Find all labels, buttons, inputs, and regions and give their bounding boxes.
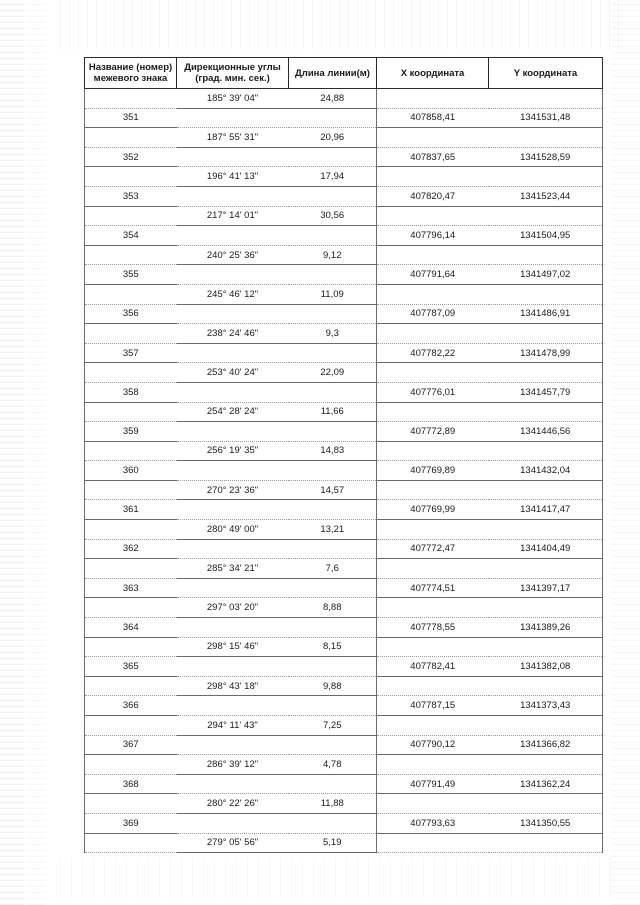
scan-noise <box>612 0 640 905</box>
table-row-line <box>85 520 603 540</box>
table-header-row <box>85 58 603 89</box>
y-coordinate-cell: 1341528,59 <box>489 147 603 167</box>
x-coordinate-cell: 407858,41 <box>377 108 489 128</box>
bearing-angle-cell <box>177 265 289 285</box>
y-coordinate-cell <box>489 441 603 461</box>
table-row-line <box>85 441 603 461</box>
line-length-cell <box>289 774 377 794</box>
x-coordinate-cell: 407787,09 <box>377 304 489 324</box>
y-coordinate-cell <box>489 402 603 422</box>
y-coordinate-cell <box>489 363 603 383</box>
x-coordinate-cell: 407772,47 <box>377 539 489 559</box>
bearing-angle-cell <box>177 422 289 442</box>
table-row-point <box>85 461 603 481</box>
x-coordinate-cell: 407791,49 <box>377 774 489 794</box>
line-length-cell <box>289 304 377 324</box>
y-coordinate-cell: 1341366,82 <box>489 735 603 755</box>
line-length-cell <box>289 147 377 167</box>
x-coordinate-cell <box>377 520 489 540</box>
line-length-cell <box>289 226 377 246</box>
bearing-angle-cell <box>177 813 289 833</box>
marker-name-cell <box>85 559 177 579</box>
y-coordinate-cell: 1341478,99 <box>489 343 603 363</box>
line-length-cell: 7,6 <box>289 559 377 579</box>
x-coordinate-cell: 407778,55 <box>377 618 489 638</box>
marker-name-cell: 356 <box>85 304 177 324</box>
bearing-angle-cell: 280° 49' 00" <box>177 520 289 540</box>
marker-name-cell <box>85 755 177 775</box>
x-coordinate-cell <box>377 402 489 422</box>
x-coordinate-cell: 407776,01 <box>377 382 489 402</box>
table-row-point <box>85 226 603 246</box>
bearing-angle-cell <box>177 147 289 167</box>
marker-name-cell <box>85 89 177 109</box>
y-coordinate-cell <box>489 794 603 814</box>
line-length-cell: 14,57 <box>289 480 377 500</box>
table-row-line <box>85 598 603 618</box>
line-length-cell: 13,21 <box>289 520 377 540</box>
marker-name-cell <box>85 402 177 422</box>
y-coordinate-cell <box>489 716 603 736</box>
scan-noise <box>0 0 24 905</box>
bearing-angle-cell <box>177 774 289 794</box>
marker-name-cell: 363 <box>85 578 177 598</box>
line-length-cell <box>289 539 377 559</box>
bearing-angle-cell <box>177 343 289 363</box>
table-row-point <box>85 186 603 206</box>
x-coordinate-cell <box>377 284 489 304</box>
scan-noise <box>26 0 46 905</box>
y-coordinate-cell <box>489 637 603 657</box>
bearing-angle-cell <box>177 304 289 324</box>
header-y-coordinate: Y координата <box>489 58 603 89</box>
y-coordinate-cell <box>489 206 603 226</box>
bearing-angle-cell: 185° 39' 04" <box>177 89 289 109</box>
bearing-angle-cell: 196° 41' 13" <box>177 167 289 187</box>
x-coordinate-cell <box>377 559 489 579</box>
bearing-angle-cell: 297° 03' 20" <box>177 598 289 618</box>
table-row-line <box>85 402 603 422</box>
y-coordinate-cell <box>489 480 603 500</box>
marker-name-cell <box>85 245 177 265</box>
line-length-cell: 24,88 <box>289 89 377 109</box>
header-marker-name: Название (номер) межевого знака <box>85 58 177 89</box>
bearing-angle-cell <box>177 539 289 559</box>
marker-name-cell: 361 <box>85 500 177 520</box>
bearing-angle-cell: 253° 40' 24" <box>177 363 289 383</box>
table-row-line <box>85 637 603 657</box>
marker-name-cell: 351 <box>85 108 177 128</box>
x-coordinate-cell <box>377 89 489 109</box>
x-coordinate-cell: 407820,47 <box>377 186 489 206</box>
marker-name-cell: 353 <box>85 186 177 206</box>
line-length-cell <box>289 461 377 481</box>
marker-name-cell <box>85 676 177 696</box>
table-row-point <box>85 422 603 442</box>
header-bearing-angles: Дирекционные углы (град. мин. сек.) <box>177 58 289 89</box>
x-coordinate-cell <box>377 637 489 657</box>
marker-name-cell: 362 <box>85 539 177 559</box>
marker-name-cell <box>85 284 177 304</box>
bearing-angle-cell <box>177 108 289 128</box>
line-length-cell <box>289 422 377 442</box>
x-coordinate-cell <box>377 206 489 226</box>
table-row-point <box>85 657 603 677</box>
marker-name-cell <box>85 480 177 500</box>
x-coordinate-cell <box>377 755 489 775</box>
table-row-line <box>85 89 603 109</box>
bearing-angle-cell: 298° 43' 18" <box>177 676 289 696</box>
marker-name-cell: 366 <box>85 696 177 716</box>
x-coordinate-cell <box>377 480 489 500</box>
line-length-cell <box>289 578 377 598</box>
line-length-cell <box>289 186 377 206</box>
y-coordinate-cell: 1341373,43 <box>489 696 603 716</box>
marker-name-cell: 360 <box>85 461 177 481</box>
line-length-cell <box>289 657 377 677</box>
y-coordinate-cell: 1341350,55 <box>489 813 603 833</box>
table-row-line <box>85 755 603 775</box>
bearing-angle-cell: 256° 19' 35" <box>177 441 289 461</box>
table-row-point <box>85 578 603 598</box>
line-length-cell: 4,78 <box>289 755 377 775</box>
x-coordinate-cell: 407782,41 <box>377 657 489 677</box>
line-length-cell: 20,96 <box>289 128 377 148</box>
line-length-cell: 11,09 <box>289 284 377 304</box>
line-length-cell: 8,15 <box>289 637 377 657</box>
marker-name-cell: 358 <box>85 382 177 402</box>
marker-name-cell: 365 <box>85 657 177 677</box>
y-coordinate-cell <box>489 559 603 579</box>
marker-name-cell: 369 <box>85 813 177 833</box>
table-row-point <box>85 735 603 755</box>
bearing-angle-cell: 238° 24' 46" <box>177 324 289 344</box>
marker-name-cell: 355 <box>85 265 177 285</box>
y-coordinate-cell <box>489 676 603 696</box>
y-coordinate-cell: 1341382,08 <box>489 657 603 677</box>
marker-name-cell: 368 <box>85 774 177 794</box>
y-coordinate-cell <box>489 128 603 148</box>
header-line-length: Длина линии(м) <box>289 58 377 89</box>
marker-name-cell: 352 <box>85 147 177 167</box>
marker-name-cell <box>85 128 177 148</box>
table-body <box>85 89 603 853</box>
table-row-point <box>85 108 603 128</box>
y-coordinate-cell: 1341486,91 <box>489 304 603 324</box>
y-coordinate-cell: 1341362,24 <box>489 774 603 794</box>
x-coordinate-cell: 407774,51 <box>377 578 489 598</box>
table-row-point <box>85 774 603 794</box>
x-coordinate-cell: 407796,14 <box>377 226 489 246</box>
header-x-coordinate: X координата <box>377 58 489 89</box>
bearing-angle-cell <box>177 461 289 481</box>
line-length-cell: 7,25 <box>289 716 377 736</box>
table-row-line <box>85 363 603 383</box>
y-coordinate-cell: 1341497,02 <box>489 265 603 285</box>
marker-name-cell <box>85 716 177 736</box>
y-coordinate-cell <box>489 598 603 618</box>
marker-name-cell: 354 <box>85 226 177 246</box>
bearing-angle-cell: 187° 55' 31" <box>177 128 289 148</box>
x-coordinate-cell: 407837,65 <box>377 147 489 167</box>
line-length-cell <box>289 813 377 833</box>
line-length-cell: 14,83 <box>289 441 377 461</box>
bearing-angle-cell <box>177 382 289 402</box>
y-coordinate-cell <box>489 324 603 344</box>
line-length-cell: 22,09 <box>289 363 377 383</box>
x-coordinate-cell <box>377 598 489 618</box>
table-row-point <box>85 265 603 285</box>
table-row-line <box>85 245 603 265</box>
x-coordinate-cell: 407790,12 <box>377 735 489 755</box>
line-length-cell <box>289 382 377 402</box>
table-row-point <box>85 382 603 402</box>
table-row-line <box>85 794 603 814</box>
line-length-cell: 9,88 <box>289 676 377 696</box>
x-coordinate-cell <box>377 363 489 383</box>
y-coordinate-cell <box>489 89 603 109</box>
x-coordinate-cell: 407791,64 <box>377 265 489 285</box>
marker-name-cell: 364 <box>85 618 177 638</box>
y-coordinate-cell <box>489 833 603 853</box>
bearing-angle-cell: 245° 46' 12" <box>177 284 289 304</box>
marker-name-cell <box>85 520 177 540</box>
y-coordinate-cell: 1341404,49 <box>489 539 603 559</box>
y-coordinate-cell: 1341531,48 <box>489 108 603 128</box>
table-row-point <box>85 696 603 716</box>
table-row-line <box>85 284 603 304</box>
line-length-cell <box>289 343 377 363</box>
table-row-line <box>85 833 603 853</box>
x-coordinate-cell: 407793,63 <box>377 813 489 833</box>
line-length-cell: 11,88 <box>289 794 377 814</box>
marker-name-cell <box>85 167 177 187</box>
line-length-cell <box>289 265 377 285</box>
marker-name-cell <box>85 637 177 657</box>
marker-name-cell <box>85 794 177 814</box>
marker-name-cell: 367 <box>85 735 177 755</box>
y-coordinate-cell <box>489 755 603 775</box>
x-coordinate-cell: 407772,89 <box>377 422 489 442</box>
line-length-cell: 9,3 <box>289 324 377 344</box>
table-row-line <box>85 716 603 736</box>
bearing-angle-cell <box>177 618 289 638</box>
y-coordinate-cell: 1341504,95 <box>489 226 603 246</box>
x-coordinate-cell <box>377 441 489 461</box>
bearing-angle-cell: 286° 39' 12" <box>177 755 289 775</box>
bearing-angle-cell <box>177 735 289 755</box>
x-coordinate-cell <box>377 128 489 148</box>
table-row-line <box>85 167 603 187</box>
x-coordinate-cell <box>377 245 489 265</box>
bearing-angle-cell: 240° 25' 36" <box>177 245 289 265</box>
y-coordinate-cell <box>489 167 603 187</box>
marker-name-cell: 357 <box>85 343 177 363</box>
line-length-cell: 17,94 <box>289 167 377 187</box>
x-coordinate-cell <box>377 676 489 696</box>
x-coordinate-cell: 407782,22 <box>377 343 489 363</box>
y-coordinate-cell: 1341417,47 <box>489 500 603 520</box>
line-length-cell: 30,56 <box>289 206 377 226</box>
table-row-line <box>85 676 603 696</box>
y-coordinate-cell: 1341457,79 <box>489 382 603 402</box>
bearing-angle-cell <box>177 186 289 206</box>
line-length-cell <box>289 696 377 716</box>
y-coordinate-cell: 1341397,17 <box>489 578 603 598</box>
x-coordinate-cell: 407787,15 <box>377 696 489 716</box>
marker-name-cell <box>85 833 177 853</box>
scan-noise <box>60 0 620 50</box>
y-coordinate-cell: 1341389,26 <box>489 618 603 638</box>
line-length-cell: 5,19 <box>289 833 377 853</box>
x-coordinate-cell <box>377 794 489 814</box>
bearing-angle-cell: 280° 22' 26" <box>177 794 289 814</box>
table-row-line <box>85 559 603 579</box>
bearing-angle-cell: 294° 11' 43" <box>177 716 289 736</box>
x-coordinate-cell <box>377 833 489 853</box>
table-row-point <box>85 500 603 520</box>
bearing-angle-cell <box>177 226 289 246</box>
y-coordinate-cell: 1341523,44 <box>489 186 603 206</box>
table-row-point <box>85 813 603 833</box>
table-row-point <box>85 147 603 167</box>
x-coordinate-cell <box>377 324 489 344</box>
y-coordinate-cell <box>489 284 603 304</box>
line-length-cell: 9,12 <box>289 245 377 265</box>
marker-name-cell <box>85 324 177 344</box>
boundary-coordinates-table <box>84 57 603 853</box>
bearing-angle-cell: 270° 23' 36" <box>177 480 289 500</box>
table-row-point <box>85 618 603 638</box>
table-row-point <box>85 539 603 559</box>
marker-name-cell <box>85 363 177 383</box>
marker-name-cell: 359 <box>85 422 177 442</box>
line-length-cell <box>289 735 377 755</box>
bearing-angle-cell: 254° 28' 24" <box>177 402 289 422</box>
marker-name-cell <box>85 598 177 618</box>
table-row-line <box>85 128 603 148</box>
line-length-cell <box>289 500 377 520</box>
bearing-angle-cell <box>177 696 289 716</box>
table-row-point <box>85 343 603 363</box>
y-coordinate-cell <box>489 520 603 540</box>
bearing-angle-cell: 217° 14' 01" <box>177 206 289 226</box>
bearing-angle-cell: 285° 34' 21" <box>177 559 289 579</box>
bearing-angle-cell: 279° 05' 56" <box>177 833 289 853</box>
x-coordinate-cell <box>377 716 489 736</box>
line-length-cell: 8,88 <box>289 598 377 618</box>
y-coordinate-cell <box>489 245 603 265</box>
table-row-line <box>85 324 603 344</box>
x-coordinate-cell: 407769,99 <box>377 500 489 520</box>
y-coordinate-cell: 1341446,56 <box>489 422 603 442</box>
table-row-line <box>85 206 603 226</box>
table-row-line <box>85 480 603 500</box>
line-length-cell <box>289 618 377 638</box>
scan-noise <box>60 858 620 898</box>
bearing-angle-cell: 298° 15' 46" <box>177 637 289 657</box>
table-row-point <box>85 304 603 324</box>
bearing-angle-cell <box>177 578 289 598</box>
x-coordinate-cell <box>377 167 489 187</box>
marker-name-cell <box>85 441 177 461</box>
x-coordinate-cell: 407769,89 <box>377 461 489 481</box>
line-length-cell <box>289 108 377 128</box>
line-length-cell: 11,66 <box>289 402 377 422</box>
bearing-angle-cell <box>177 657 289 677</box>
bearing-angle-cell <box>177 500 289 520</box>
y-coordinate-cell: 1341432,04 <box>489 461 603 481</box>
marker-name-cell <box>85 206 177 226</box>
